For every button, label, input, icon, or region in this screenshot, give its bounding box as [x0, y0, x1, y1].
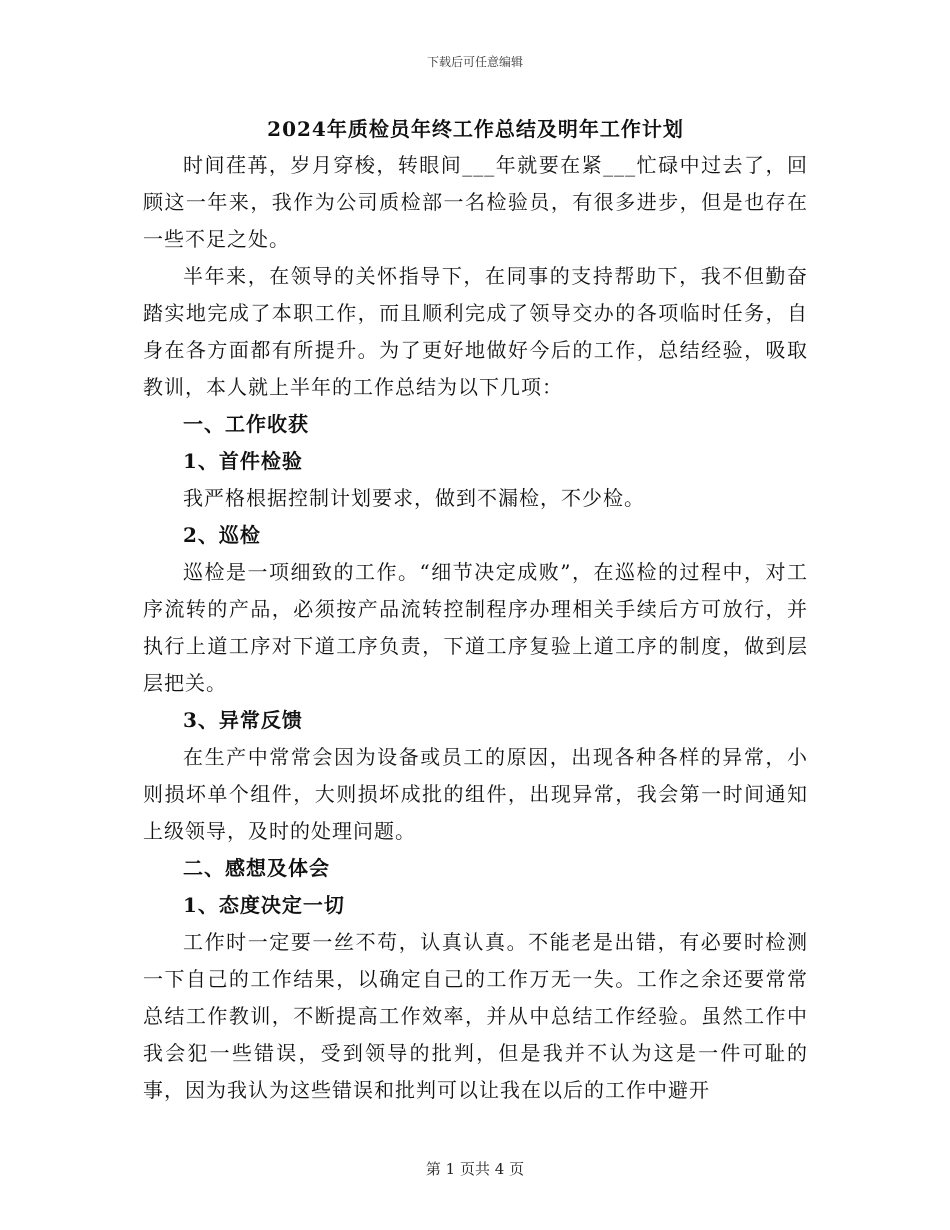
page-number: 第 1 页共 4 页 — [425, 1160, 525, 1178]
document-body — [143, 113, 808, 1109]
section-heading-reflections: 二、感想及体会 — [183, 856, 330, 880]
document-title: 2024年质检员年终工作总结及明年工作计划 — [267, 117, 684, 141]
paragraph-first-piece-inspection: 我严格根据控制计划要求，做到不漏检，不少检。 — [183, 486, 645, 510]
section-heading-gains: 一、工作收获 — [183, 412, 309, 436]
paragraph-patrol-inspection: 巡检是一项细致的工作。“细节决定成败”，在巡检的过程中，对工序流转的产品，必须按产品流转控制程序办理相关手续后方可放行，并执行上道工序对下道工序负责，下道工序复验上道工序的制度，做到层层把关。 — [143, 560, 808, 695]
paragraph-half-year: 半年来，在领导的关怀指导下，在同事的支持帮助下，我不但勤奋踏实地完成了本职工作，而且顺利完成了领导交办的各项临时任务，自身在各方面都有所提升。为了更好地做好今后的工作，总结经验，吸取教训，本人就上半年的工作总结为以下几项： — [143, 264, 808, 399]
paragraph-intro: 时间荏苒，岁月穿梭，转眼间___年就要在紧___忙碌中过去了，回顾这一年来，我作为公司质检部一名检验员，有很多进步，但是也存在一些不足之处。 — [143, 153, 808, 251]
page-header-note: 下载后可任意编辑 — [426, 55, 523, 69]
paragraph-attitude: 工作时一定要一丝不苟，认真认真。不能老是出错，有必要时检测一下自己的工作结果，以确定自己的工作万无一失。工作之余还要常常总结工作教训，不断提高工作效率，并从中总结工作经验。虽然工作中我会犯一些错误，受到领导的批判，但是我并不认为这是一件可耻的事，因为我认为这些错误和批判可以让我在以后的工作中避开 — [143, 930, 808, 1102]
subheading-attitude: 1、态度决定一切 — [183, 893, 345, 917]
subheading-patrol-inspection: 2、巡检 — [183, 523, 261, 547]
subheading-abnormal-feedback: 3、异常反馈 — [183, 708, 303, 732]
subheading-first-piece-inspection: 1、首件检验 — [183, 449, 303, 473]
paragraph-abnormal-feedback: 在生产中常常会因为设备或员工的原因，出现各种各样的异常，小则损坏单个组件，大则损坏成批的组件，出现异常，我会第一时间通知上级领导，及时的处理问题。 — [143, 745, 808, 843]
